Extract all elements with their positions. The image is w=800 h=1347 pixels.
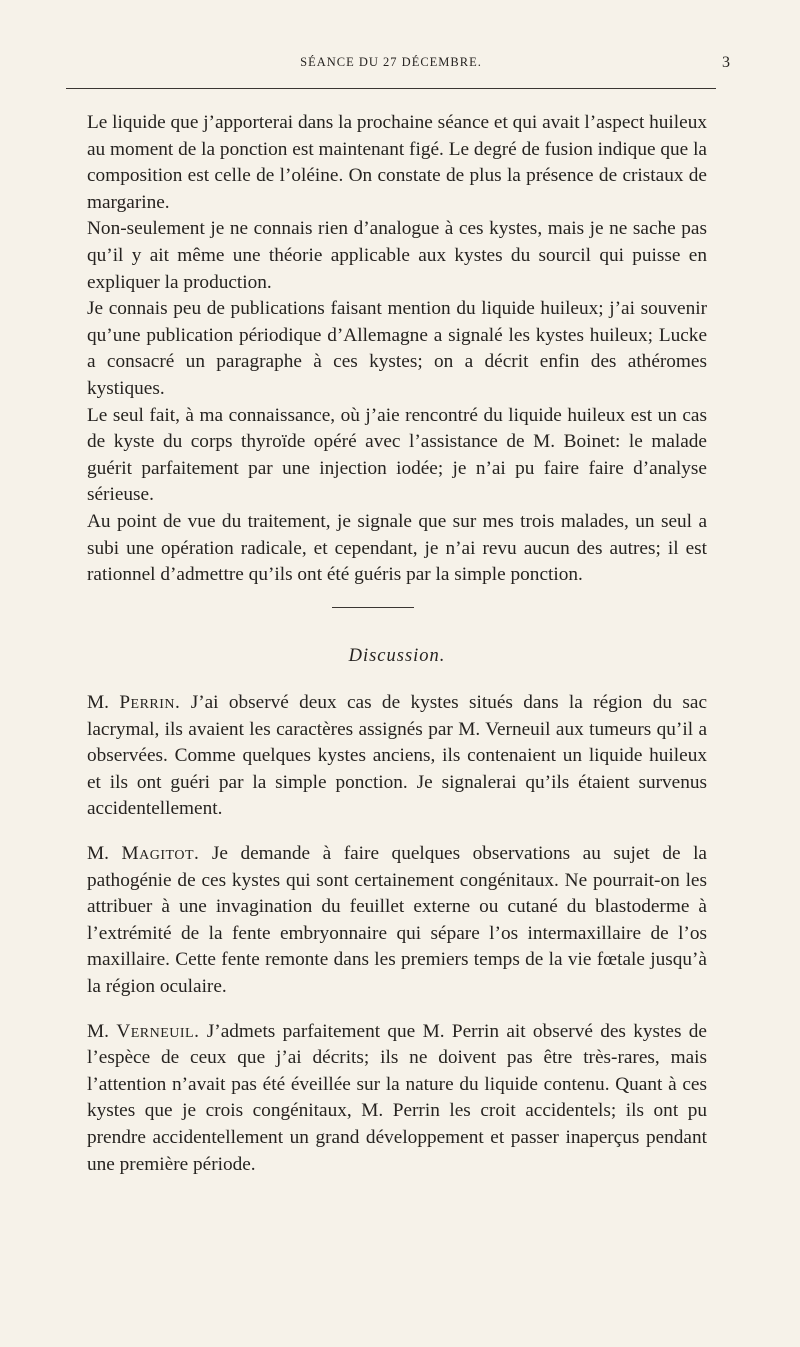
running-title: SÉANCE DU 27 DÉCEMBRE. [300,55,482,69]
header-rule [66,88,716,89]
paragraph: Au point de vue du traitement, je signale que sur mes trois malades, un seul a subi une opération radicale, et cependant, je n’ai revu aucun des autres; il est rationnel d’admettre qu’ils ont été guéris par la simple ponction. [87,510,707,586]
speaker-prefix: M. [87,842,122,864]
discussion-entry [87,690,707,823]
speaker-name: Magitot. [121,842,200,864]
discussion-entry [87,1019,707,1179]
paragraph: Non-seulement je ne connais rien d’analogue à ces kystes, mais je ne sache pas qu’il y ait même une théorie applicable aux kystes du sourcil qui puisse en expliquer la production. [87,218,707,293]
speaker-name: Perrin. [119,692,181,713]
speaker-name: Verneuil. [116,1020,200,1042]
section-separator [332,607,414,608]
discussion-section [87,690,707,1196]
page-header [66,54,730,77]
discussion-title: Discussion. [348,646,446,666]
paragraph: Le seul fait, à ma connaissance, où j’aie rencontré du liquide huileux est un cas de kyste du corps thyroïde opéré avec l’assistance de M. Boinet: le malade guérit parfaitement par une injection iodée; je n’ai pu faire faire d’analyse sérieuse. [87,404,707,506]
page-number: 3 [722,54,730,71]
entry-text: J’ai observé deux cas de kystes situés dans la région du sac lacrymal, ils avaient les caractères assignés par M. Verneuil aux tumeurs qu’il a observées. Comme quelques kystes anciens, ils contenaient un liquide huileux et ils ont guéri par la simple ponction. Je signalerai qu’ils étaient survenus accidentellement. [87,692,707,820]
entry-text: J’admets parfaitement que M. Perrin ait observé des kystes de l’espèce de ceux que j’ai décrits; ils ne doivent pas être très-rares, mais l’attention n’avait pas été éveillée sur la nature du liquide contenu. Quant à ces kystes que je crois congénitaux, M. Perrin les croit accidentels; ils ont pu prendre accidentellement un grand développement et passer inaperçus pendant une première période. [87,1020,707,1175]
entry-text: Je demande à faire quelques observations au sujet de la pathogénie de ces kystes qui sont certainement congénitaux. Ne pourrait-on les attribuer à une invagination du feuillet externe ou cutané du blastoderme à l’extrémité de la fente embryonnaire qui sépare l’os intermaxillaire de l’os maxillaire. Cette fente remonte dans les premiers temps de la vie fœtale jusqu’à la région oculaire. [87,842,707,997]
speaker-prefix: M. [87,1020,117,1042]
speaker-prefix: M. [87,692,120,713]
paragraph: Le liquide que j’apporterai dans la prochaine séance et qui avait l’aspect huileux au moment de la ponction est maintenant figé. Le degré de fusion indique que la composition est celle de l’oléine. On constate de plus la présence de cristaux de margarine. [87,112,707,213]
body-text [87,110,707,589]
paragraph: Je connais peu de publications faisant mention du liquide huileux; j’ai souvenir qu’une publication périodique d’Allemagne a signalé les kystes huileux; Lucke a consacré un paragraphe à ces kystes; on a décrit enfin des athéromes kystiques. [87,298,707,399]
discussion-entry [87,841,707,1001]
